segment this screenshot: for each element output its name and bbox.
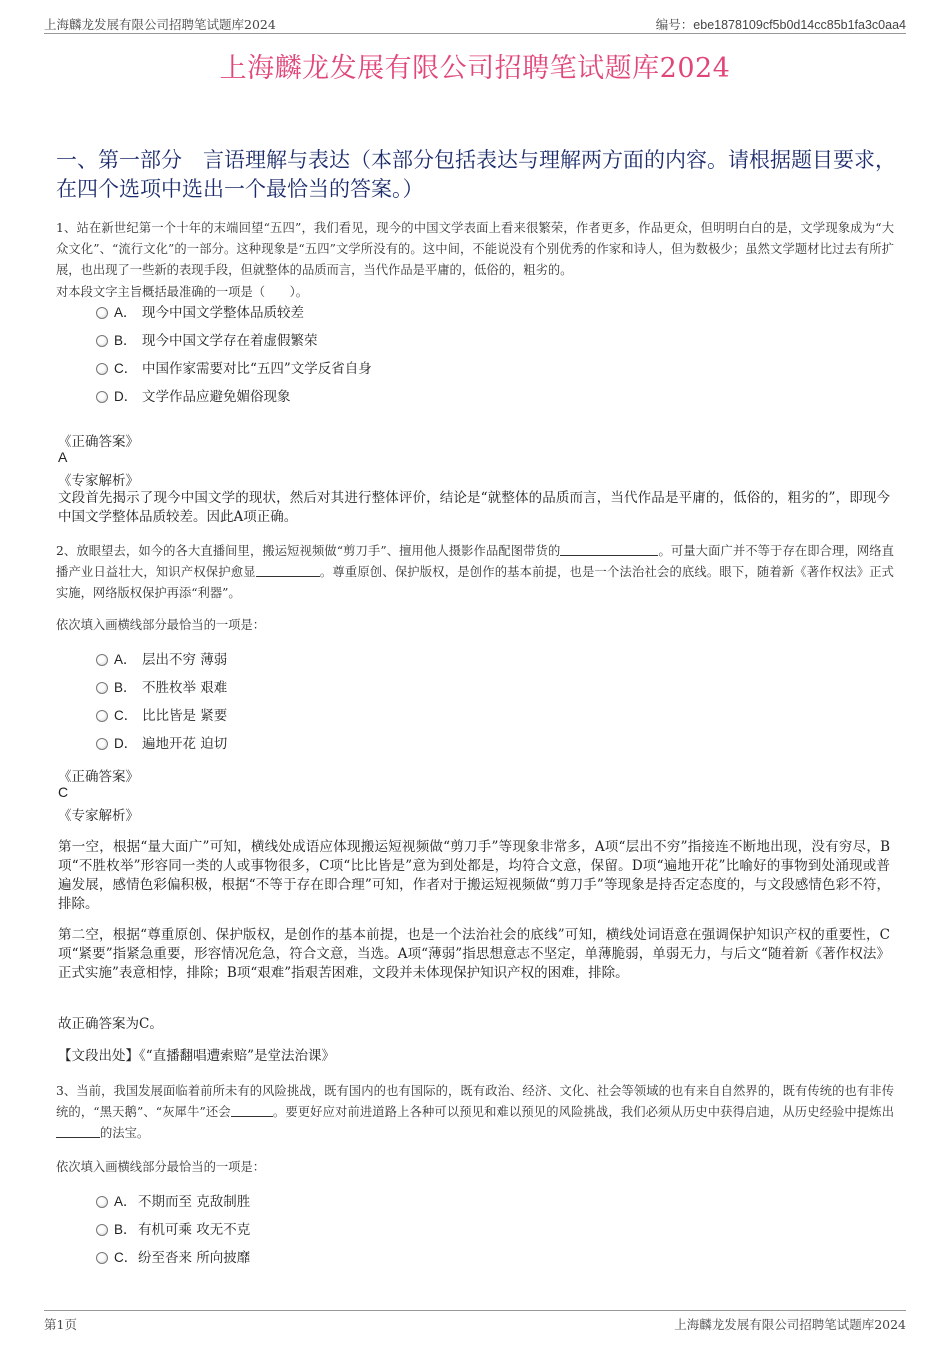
q1-option-d[interactable]: D． 文学作品应避免媚俗现象 (96, 387, 291, 407)
q2-answer: C (58, 784, 69, 800)
footer-right: 上海麟龙发展有限公司招聘笔试题库2024 (674, 1317, 906, 1332)
question-3-text: 3、当前，我国发展面临着前所未有的风险挑战，既有国内的也有国际的，既有政治、经济、文化、社会等领域的也有来自自然界的，既有传统的也有非传统的，“黑天鹅”、“灰犀牛”还会 。要更好应对前进道路上各种可以预见和难以预见的风险挑战，我们必须从历史中获得启迪，从历史经验中提炼出的法宝。 (56, 1084, 894, 1140)
q1-option-c[interactable]: C． 中国作家需要对比“五四”文学反省自身 (96, 359, 372, 379)
q2-analysis-paragraph-1: 第一空，根据“量大面广”可知，横线处成语应体现搬运短视频做“剪刀手”等现象非常多，A项“层出不穷”指接连不断地出现，没有穷尽，B项“不胜枚举”形容同一类的人或事物很多，C项“比比皆是”意为到处都是，均符合文意，保留。D项“遍地开花”比喻好的事物到处涌现或普遍发展，感情色彩偏积极，根据“不等于存在即合理”可知，作者对于搬运短视频做“剪刀手”等现象是持否定态度的，与文段感情色彩不符，排除。 (58, 839, 890, 912)
question-1-text: 1、站在新世纪第一个十年的末端回望“五四”，我们看见，现今的中国文学表面上看来很繁荣，作者更多，作品更众，但明明白白的是，文学现象成为“大众文化”、“流行文化”的一部分。这种现象是“五四”文学所没有的。这中间，不能说没有个别优秀的作家和诗人，但为数极少；虽然文学题材比过去有所扩展，也出现了一些新的表现手段，但就整体的品质而言，当代作品是平庸的，低俗的，粗劣的。 (56, 221, 894, 277)
question-2-text: 2、放眼望去，如今的各大直播间里，搬运短视频做“剪刀手”、擅用他人摄影作品配图带货的 。可量大面广并不等于存在即合理，网络直播产业日益壮大，知识产权保护愈显 。尊重原创、保护版权，是创作的基本前提，也是一个法治社会的底线。眼下，随着新《著作权法》正式实施，网络版权保护再添“利器”。 (56, 544, 894, 600)
q2-analysis-conclusion: 故正确答案为C。 (58, 1016, 163, 1032)
q1-option-a[interactable]: A． 现今中国文学整体品质较差 (96, 303, 304, 323)
q2-option-a[interactable]: A． 层出不穷 薄弱 (96, 650, 227, 670)
blank-1 (560, 543, 658, 556)
q1-option-b[interactable]: B． 现今中国文学存在着虚假繁荣 (96, 331, 318, 351)
radio-icon[interactable] (96, 335, 108, 347)
q1-analysis: 文段首先揭示了现今中国文学的现状，然后对其进行整体评价，结论是“就整体的品质而言，当代作品是平庸的，低俗的，粗劣的”，即现今中国文学整体品质较差。因此A项正确。 (58, 490, 890, 525)
document-id: 编号：ebe1878109cf5b0d14cc85b1fa3c0aa4 (655, 18, 906, 32)
radio-icon[interactable] (96, 710, 108, 722)
q2-analysis-paragraph-2: 第二空，根据“尊重原创、保护版权，是创作的基本前提，也是一个法治社会的底线”可知，横线处词语意在强调保护知识产权的重要性，C项“紧要”指紧急重要，形容情况危急，符合文意，当选。A项“薄弱”指思想意志不坚定，单薄脆弱，单弱无力，与后文“随着新《著作权法》正式实施”表意相悖，排除；B项“艰难”指艰苦困难，文段并未体现保护知识产权的困难，排除。 (58, 927, 890, 981)
radio-icon[interactable] (96, 363, 108, 375)
question-3-prompt: 依次填入画横线部分最恰当的一项是： (56, 1160, 266, 1174)
radio-icon[interactable] (96, 391, 108, 403)
header-left: 上海麟龙发展有限公司招聘笔试题库2024 (44, 17, 276, 32)
footer-divider (44, 1310, 906, 1311)
q3-option-c[interactable]: C．纷至沓来 所向披靡 (96, 1248, 250, 1268)
blank-2 (256, 564, 320, 577)
q1-answer: A (58, 449, 68, 465)
q2-source: 【文段出处】《“直播翻唱遭索赔”是堂法治课》 (58, 1048, 336, 1064)
blank-2 (56, 1125, 100, 1138)
q1-answer-label: 《正确答案》 (58, 434, 139, 450)
radio-icon[interactable] (96, 1252, 108, 1264)
blank-1 (231, 1104, 273, 1117)
page-number: 第1页 (44, 1317, 77, 1332)
radio-icon[interactable] (96, 307, 108, 319)
section-heading: 一、第一部分 言语理解与表达（本部分包括表达与理解两方面的内容。请根据题目要求，在四个选项中选出一个最恰当的答案。） (56, 148, 896, 201)
header-divider (44, 33, 906, 34)
radio-icon[interactable] (96, 654, 108, 666)
q2-analysis-label: 《专家解析》 (58, 808, 139, 824)
radio-icon[interactable] (96, 738, 108, 750)
radio-icon[interactable] (96, 1224, 108, 1236)
q1-analysis-label: 《专家解析》 (58, 473, 139, 489)
q3-option-a[interactable]: A．不期而至 克敌制胜 (96, 1192, 250, 1212)
q3-option-b[interactable]: B．有机可乘 攻无不克 (96, 1220, 250, 1240)
q2-option-b[interactable]: B． 不胜枚举 艰难 (96, 678, 227, 698)
radio-icon[interactable] (96, 682, 108, 694)
question-2-prompt: 依次填入画横线部分最恰当的一项是： (56, 618, 266, 632)
q2-option-c[interactable]: C． 比比皆是 紧要 (96, 706, 227, 726)
question-1-prompt: 对本段文字主旨概括最准确的一项是（ ）。 (56, 285, 309, 299)
page-title: 上海麟龙发展有限公司招聘笔试题库2024 (219, 53, 731, 84)
q2-answer-label: 《正确答案》 (58, 769, 139, 785)
q2-option-d[interactable]: D． 遍地开花 迫切 (96, 734, 227, 754)
radio-icon[interactable] (96, 1196, 108, 1208)
